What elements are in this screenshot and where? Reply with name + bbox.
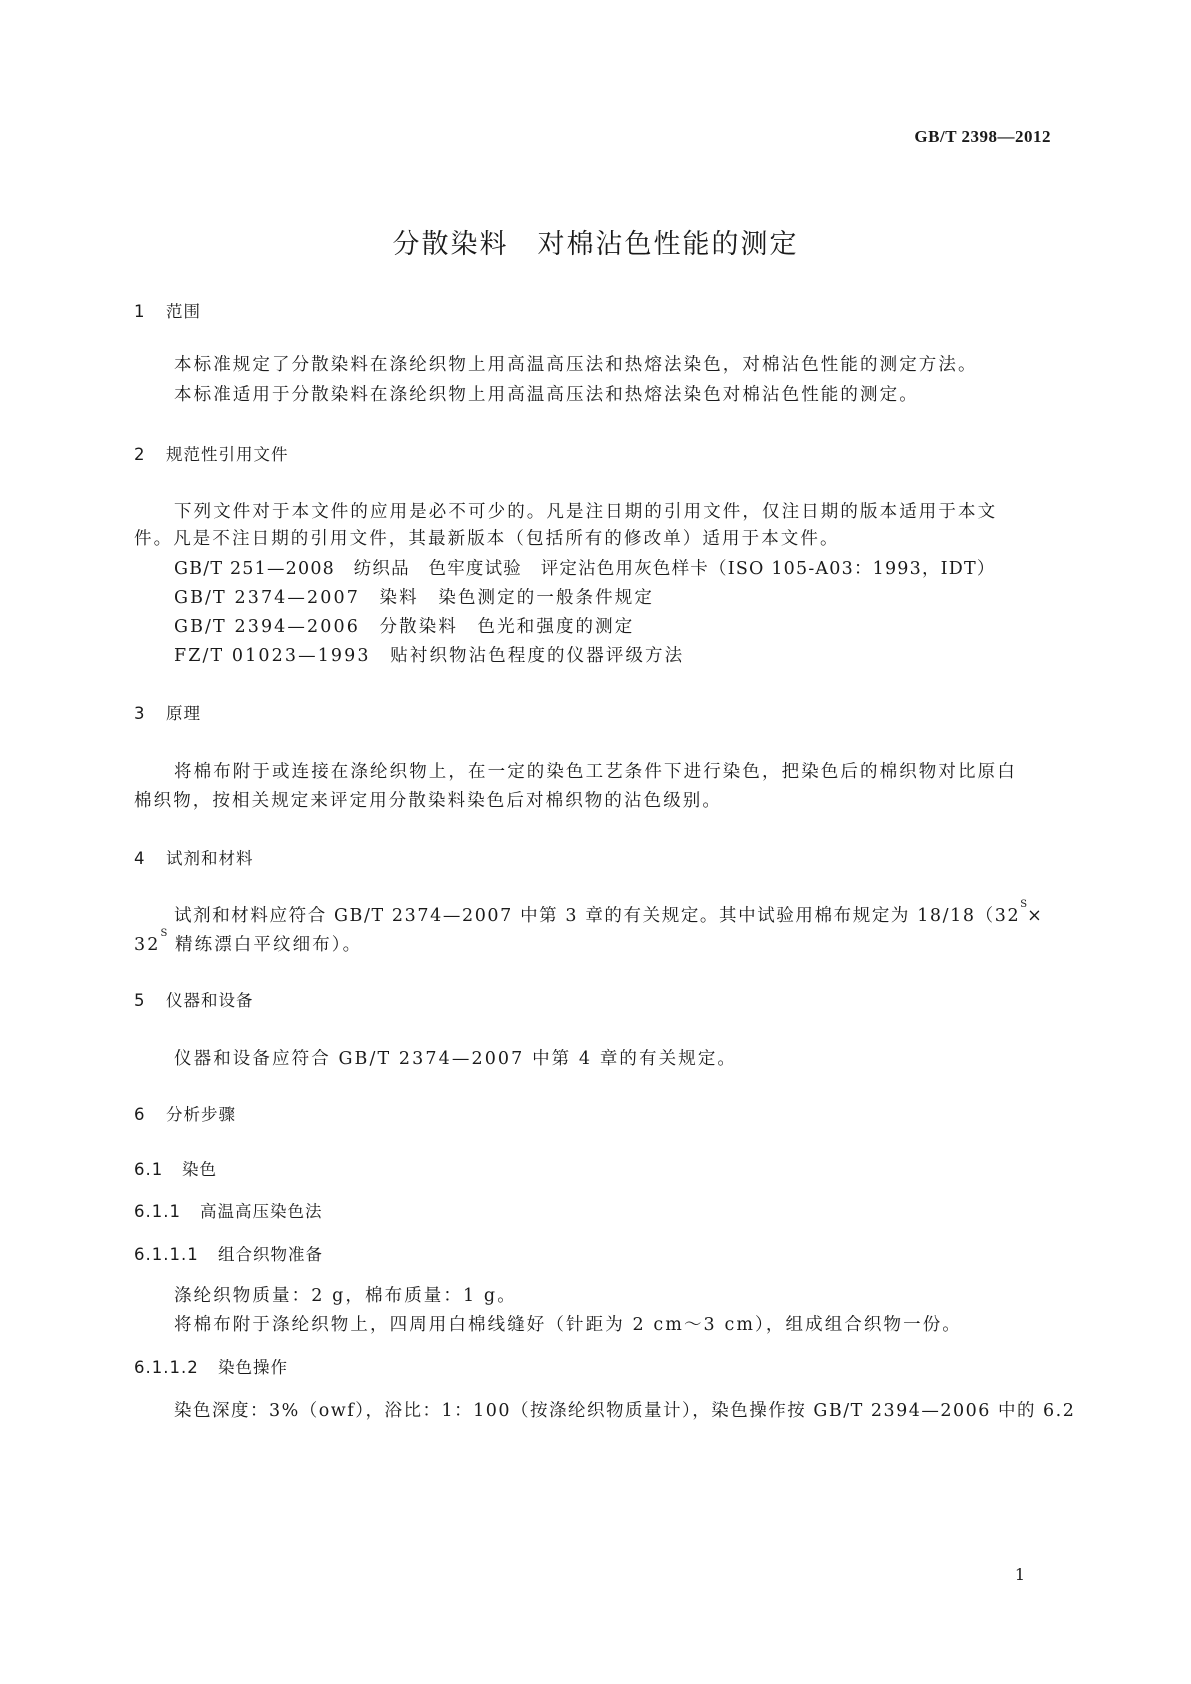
paragraph: 仪器和设备应符合 GB/T 2374—2007 中第 4 章的有关规定。 (174, 1049, 738, 1069)
paragraph: 染色深度：3%（owf），浴比：1：100（按涤纶织物质量计），染色操作按 GB/T 2394—2006 中的 6.2 (174, 1401, 1076, 1421)
section-number: 6.1.1 (134, 1202, 181, 1221)
section-title: 仪器和设备 (166, 991, 254, 1010)
section-number: 6.1.1.2 (134, 1358, 199, 1377)
section-number: 6.1.1.1 (134, 1245, 199, 1264)
section-title: 原理 (166, 704, 201, 723)
reference-item: GB/T 251—2008 纺织品 色牢度试验 评定沾色用灰色样卡（ISO 105-A03：1993，IDT） (174, 559, 996, 579)
section-title: 高温高压染色法 (200, 1202, 323, 1221)
section-title: 规范性引用文件 (166, 445, 289, 464)
paragraph: 本标准规定了分散染料在涤纶织物上用高温高压法和热熔法染色，对棉沾色性能的测定方法。 (174, 355, 978, 375)
reference-item: FZ/T 01023—1993 贴衬织物沾色程度的仪器评级方法 (174, 646, 685, 666)
section-2-heading (134, 441, 289, 465)
section-number: 1 (134, 302, 146, 321)
paragraph-line (134, 928, 363, 956)
section-number: 6 (134, 1105, 146, 1124)
section-6-1-heading (134, 1156, 217, 1180)
section-title: 染色操作 (218, 1358, 288, 1377)
page-number: 1 (1014, 1565, 1025, 1584)
paragraph: 将棉布附于涤纶织物上，四周用白棉线缝好（针距为 2 cm～3 cm），组成组合织物一份。 (174, 1315, 962, 1335)
paragraph-line: 下列文件对于本文件的应用是必不可少的。凡是注日期的引用文件，仅注日期的版本适用于本文 (174, 502, 998, 522)
section-title: 试剂和材料 (166, 849, 254, 868)
paragraph-line: 将棉布附于或连接在涤纶织物上，在一定的染色工艺条件下进行染色，把染色后的棉织物对比原白 (174, 762, 1017, 782)
section-4-heading (134, 845, 254, 869)
section-6-heading (134, 1101, 236, 1125)
section-number: 6.1 (134, 1160, 164, 1179)
document-title: 分散染料 对棉沾色性能的测定 (392, 229, 799, 260)
section-6-1-1-heading (134, 1198, 323, 1222)
section-title: 分析步骤 (166, 1105, 236, 1124)
section-number: 3 (134, 704, 146, 723)
section-title: 范围 (166, 302, 201, 321)
text-run: 32 (134, 935, 161, 955)
text-run: 试剂和材料应符合 GB/T 2374—2007 中第 3 章的有关规定。其中试验用棉布规定为 18/18（32 (174, 906, 1021, 926)
paragraph-line: 棉织物，按相关规定来评定用分散染料染色后对棉织物的沾色级别。 (134, 791, 722, 811)
superscript: S (160, 928, 168, 939)
reference-item: GB/T 2374—2007 染料 染色测定的一般条件规定 (174, 588, 654, 608)
text-run: 精练漂白平纹细布）。 (167, 935, 363, 955)
section-6-1-1-1-heading (134, 1241, 323, 1265)
paragraph-line: 件。凡是不注日期的引用文件，其最新版本（包括所有的修改单）适用于本文件。 (134, 529, 840, 549)
section-5-heading (134, 987, 254, 1011)
section-6-1-1-2-heading (134, 1354, 288, 1378)
section-3-heading (134, 700, 201, 724)
section-1-heading (134, 298, 201, 322)
standard-code: GB/T 2398—2012 (914, 127, 1051, 146)
text-run: × (1027, 906, 1044, 926)
reference-item: GB/T 2394—2006 分散染料 色光和强度的测定 (174, 617, 635, 637)
paragraph: 本标准适用于分散染料在涤纶织物上用高温高压法和热熔法染色对棉沾色性能的测定。 (174, 385, 919, 405)
paragraph: 涤纶织物质量：2 g，棉布质量：1 g。 (174, 1286, 517, 1306)
section-number: 5 (134, 991, 146, 1010)
paragraph-line (174, 899, 1044, 927)
section-title: 组合织物准备 (218, 1245, 323, 1264)
section-number: 2 (134, 445, 146, 464)
section-title: 染色 (182, 1160, 217, 1179)
section-number: 4 (134, 849, 146, 868)
superscript: S (1020, 899, 1028, 910)
